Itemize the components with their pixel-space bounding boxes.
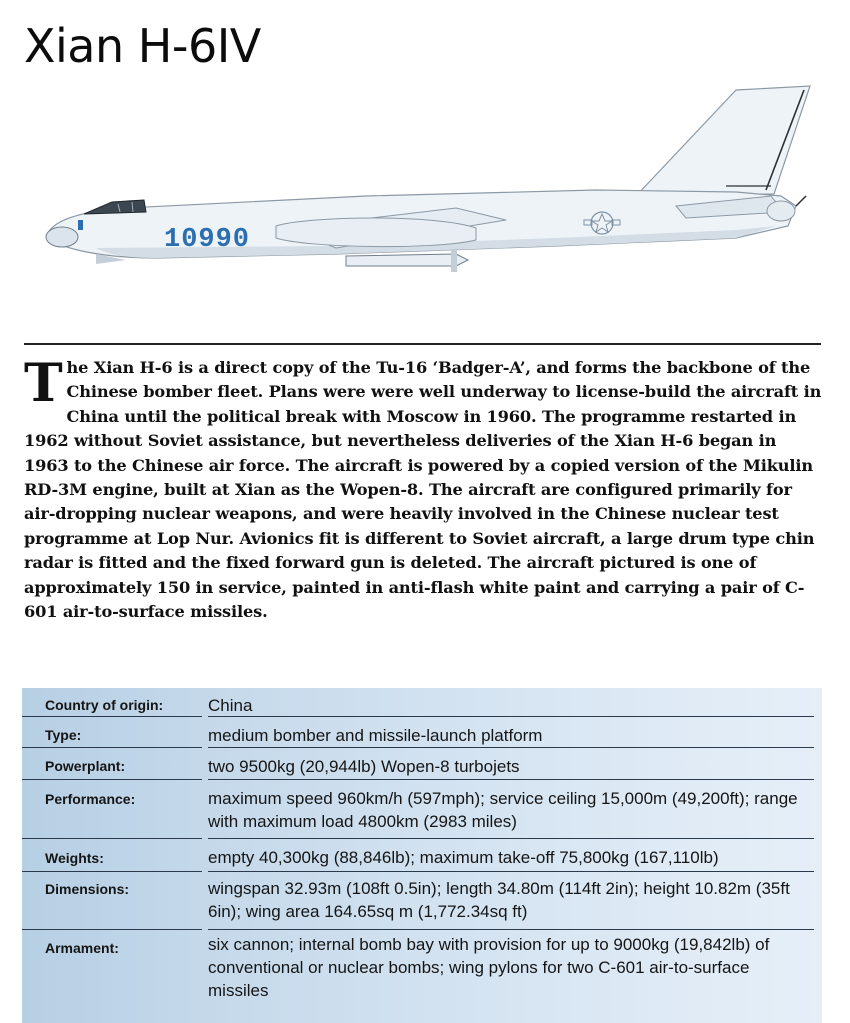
row-divider [22,779,202,780]
divider-rule [24,343,821,345]
drop-cap: T [24,353,63,414]
row-divider [208,929,814,930]
row-divider [208,716,814,717]
spec-value: six cannon; internal bomb bay with provision for up to 9000kg (19,842lb) of conventional or nuclear bombs; wing pylons for two C-601 air-to-surface missiles [208,935,770,1000]
page-title: Xian H-6IV [24,19,261,73]
row-divider [22,871,202,872]
aircraft-serial-number: 10990 [164,225,251,255]
spec-label: Type: [45,727,82,743]
spec-label: Powerplant: [45,758,126,774]
row-divider [208,871,814,872]
description-text: he Xian H-6 is a direct copy of the Tu-16 ‘Badger-A’, and forms the backbone of the Chinese bomber fleet. Plans were were well underway to license-build the aircraft in China until the political break with Moscow in 1960. The programme restarted in 1962 without Soviet assistance, but nevertheless deliveries of the Xian H-6 began in 1963 to the Chinese air force. The aircraft is powered by a copied version of the Mikulin RD-3M engine, built at Xian as the Wopen-8. The aircraft are configured primarily for air-dropping nuclear weapons, and were heavily involved in the Chinese nuclear test programme at Lop Nur. Avionics fit is different to Soviet aircraft, a large drum type chin radar is fitted and the fixed forward gun is deleted. The aircraft pictured is one of approximately 150 in service, painted in anti-flash white paint and carrying a pair of C-601 air-to-surface missiles. [24,358,822,622]
row-divider [22,716,202,717]
spec-label: Country of origin: [45,697,164,713]
spec-value: maximum speed 960km/h (597mph); service ceiling 15,000m (49,200ft); range with maximum load 4800km (2983 miles) [208,789,798,831]
spec-value: two 9500kg (20,944lb) Wopen-8 turbojets [208,757,520,776]
spec-value: wingspan 32.93m (108ft 0.5in); length 34.80m (114ft 2in); height 10.82m (35ft 6in); wing area 164.65sq m (1,772.34sq ft) [208,879,790,921]
spec-label: Dimensions: [45,881,130,897]
nose-radar [46,227,78,247]
spec-value: China [208,696,253,715]
spec-label: Armament: [45,940,119,956]
row-divider [208,747,814,748]
description-paragraph [24,353,824,624]
row-divider [208,779,814,780]
row-divider [22,838,202,839]
spec-label: Weights: [45,850,104,866]
row-divider [22,747,202,748]
specifications-table [22,688,822,1023]
spec-value: medium bomber and missile-launch platform [208,726,543,745]
row-divider [208,838,814,839]
aircraft-profile-illustration [36,78,816,288]
spec-label: Performance: [45,791,136,807]
missile-c601 [346,254,468,266]
engine-nacelle [276,218,476,247]
row-divider [22,929,202,930]
spec-value: empty 40,300kg (88,846lb); maximum take-off 75,800kg (167,110lb) [208,848,719,867]
cockpit-canopy [84,200,146,214]
